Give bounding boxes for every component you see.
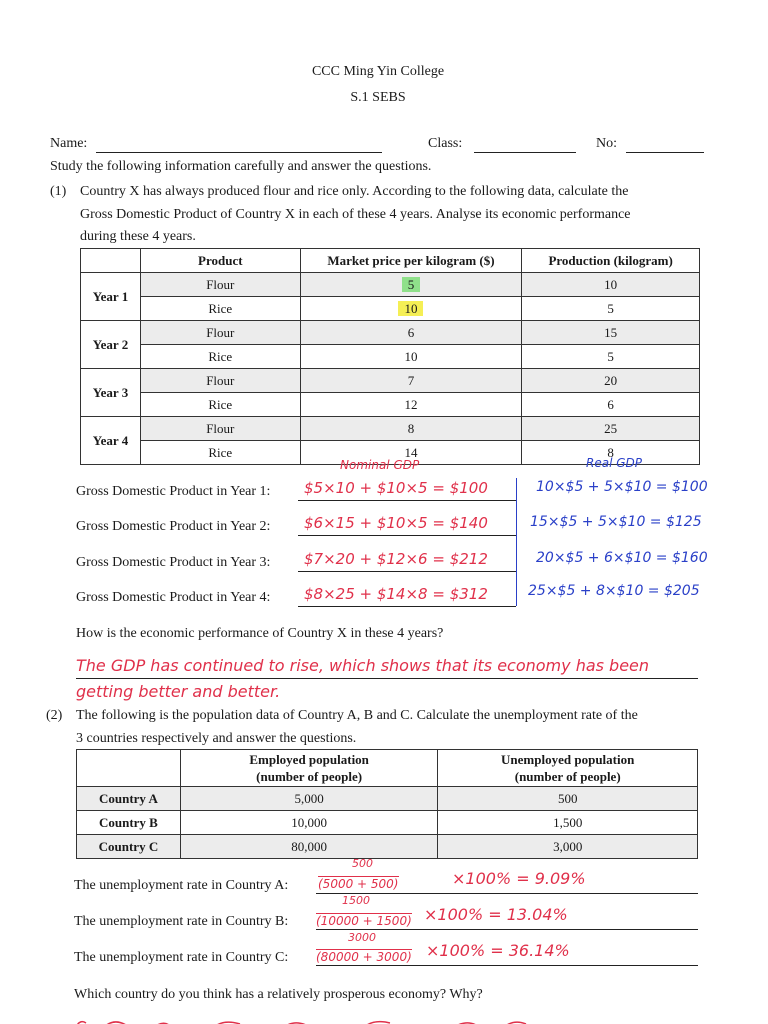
rate-c-denominator: (80000 + 3000)	[316, 950, 412, 964]
table-corner	[81, 249, 141, 273]
q1-text-1: Country X has always produced flour and rice only. According to the following data, calculate the	[80, 184, 629, 199]
name-label: Name:	[50, 136, 88, 151]
col-header-employed	[180, 750, 438, 787]
cell-product: Flour	[140, 321, 300, 345]
header-line: Unemployed population	[501, 752, 635, 767]
cell-employed: 80,000	[180, 835, 438, 859]
population-table	[76, 749, 698, 859]
gdp-year-2-label: Gross Domestic Product in Year 2:	[76, 519, 271, 534]
q2-text-1: The following is the population data of Country A, B and C. Calculate the unemployment rate of the	[76, 708, 638, 723]
col-header-price: Market price per kilogram ($)	[300, 249, 522, 273]
class-field[interactable]	[474, 152, 576, 153]
cell-price: 12	[300, 393, 522, 417]
answer-line	[316, 893, 698, 894]
q1-followup-question: How is the economic performance of Country X in these 4 years?	[76, 626, 444, 641]
answer-line	[316, 929, 698, 930]
course-title: S.1 SEBS	[350, 90, 406, 105]
rate-a-result: ×100% = 9.09%	[452, 869, 586, 888]
cell-production: 5	[522, 297, 700, 321]
col-header-unemployed	[438, 750, 698, 787]
country-a-label: Country A	[77, 787, 181, 811]
rate-b-label: The unemployment rate in Country B:	[74, 914, 289, 929]
col-header-production: Production (kilogram)	[522, 249, 700, 273]
rate-c-result: ×100% = 36.14%	[426, 941, 570, 960]
gdp-year-4-nominal: $8×25 + $14×8 = $312	[304, 585, 488, 603]
country-c-label: Country C	[77, 835, 181, 859]
cell-unemployed: 3,000	[438, 835, 698, 859]
q1-number: (1)	[50, 184, 67, 199]
cell-production: 5	[522, 345, 700, 369]
cell-production: 20	[522, 369, 700, 393]
gdp-year-2-nominal: $6×15 + $10×5 = $140	[304, 514, 488, 532]
cell-product: Rice	[140, 441, 300, 465]
cell-employed: 5,000	[180, 787, 438, 811]
highlighted-price: 10	[398, 301, 423, 316]
cell-production: 8	[522, 441, 700, 465]
cell-product: Flour	[140, 417, 300, 441]
answer-line	[298, 500, 516, 501]
answer-line	[76, 678, 698, 679]
gdp-year-1-nominal: $5×10 + $10×5 = $100	[304, 479, 488, 497]
gdp-year-4-real: 25×$5 + 8×$10 = $205	[528, 583, 700, 599]
cell-price: 10	[300, 345, 522, 369]
cell-product: Rice	[140, 393, 300, 417]
answer-line	[298, 571, 516, 572]
rate-a-denominator: (5000 + 500)	[318, 877, 399, 891]
class-label: Class:	[428, 136, 463, 151]
header-line: (number of people)	[256, 769, 363, 784]
cell-production: 10	[522, 273, 700, 297]
q1-answer-line-2: getting better and better.	[76, 682, 281, 701]
answer-line	[298, 535, 516, 536]
highlighted-price: 5	[402, 277, 421, 292]
cropped-handwriting	[74, 1014, 534, 1024]
cell-unemployed: 500	[438, 787, 698, 811]
cell-unemployed: 1,500	[438, 811, 698, 835]
answer-line	[316, 965, 698, 966]
gdp-year-1-real: 10×$5 + 5×$10 = $100	[536, 479, 708, 495]
rate-b-result: ×100% = 13.04%	[424, 905, 568, 924]
year-3-label: Year 3	[81, 369, 141, 417]
instructions: Study the following information carefully and answer the questions.	[50, 159, 432, 174]
cell-price: 8	[300, 417, 522, 441]
q2-followup-question: Which country do you think has a relatively prosperous economy? Why?	[74, 987, 483, 1002]
no-label: No:	[596, 136, 617, 151]
year-2-label: Year 2	[81, 321, 141, 369]
q2-number: (2)	[46, 708, 63, 723]
cell-product: Flour	[140, 273, 300, 297]
cell-production: 25	[522, 417, 700, 441]
q1-text-2: Gross Domestic Product of Country X in each of these 4 years. Analyse its economic performance	[80, 207, 631, 222]
rate-c-numerator: 3000	[348, 931, 376, 944]
real-gdp-annotation: Real GDP	[586, 456, 642, 470]
cell-product: Rice	[140, 345, 300, 369]
cell-employed: 10,000	[180, 811, 438, 835]
gdp-data-table	[80, 248, 700, 465]
cell-production: 6	[522, 393, 700, 417]
gdp-year-3-real: 20×$5 + 6×$10 = $160	[536, 550, 708, 566]
gdp-year-4-label: Gross Domestic Product in Year 4:	[76, 590, 271, 605]
year-4-label: Year 4	[81, 417, 141, 465]
cell-production: 15	[522, 321, 700, 345]
rate-b-denominator: (10000 + 1500)	[316, 914, 412, 928]
year-1-label: Year 1	[81, 273, 141, 321]
cell-price	[300, 273, 522, 297]
cell-price: 6	[300, 321, 522, 345]
rate-b-numerator: 1500	[342, 894, 370, 907]
gdp-year-1-label: Gross Domestic Product in Year 1:	[76, 484, 271, 499]
cell-price	[300, 297, 522, 321]
country-b-label: Country B	[77, 811, 181, 835]
q2-text-2: 3 countries respectively and answer the questions.	[76, 731, 357, 746]
handwriting-fragment	[74, 1017, 534, 1024]
rate-a-label: The unemployment rate in Country A:	[74, 878, 289, 893]
cell-product: Flour	[140, 369, 300, 393]
cell-price: 14	[300, 441, 522, 465]
q1-text-3: during these 4 years.	[80, 229, 196, 244]
school-name: CCC Ming Yin College	[311, 64, 445, 79]
column-divider	[516, 478, 517, 606]
rate-a-numerator: 500	[352, 857, 373, 870]
header-line: (number of people)	[514, 769, 621, 784]
cell-price: 7	[300, 369, 522, 393]
nominal-gdp-annotation: Nominal GDP	[340, 458, 420, 472]
gdp-year-3-nominal: $7×20 + $12×6 = $212	[304, 550, 488, 568]
no-field[interactable]	[626, 152, 704, 153]
cell-product: Rice	[140, 297, 300, 321]
gdp-year-3-label: Gross Domestic Product in Year 3:	[76, 555, 271, 570]
answer-line	[298, 606, 516, 607]
gdp-year-2-real: 15×$5 + 5×$10 = $125	[530, 514, 702, 530]
col-header-product: Product	[140, 249, 300, 273]
q1-answer-line-1: The GDP has continued to rise, which shows that its economy has been	[76, 656, 650, 675]
rate-c-label: The unemployment rate in Country C:	[74, 950, 289, 965]
name-field[interactable]	[96, 152, 382, 153]
table-corner	[77, 750, 181, 787]
header-line: Employed population	[249, 752, 369, 767]
